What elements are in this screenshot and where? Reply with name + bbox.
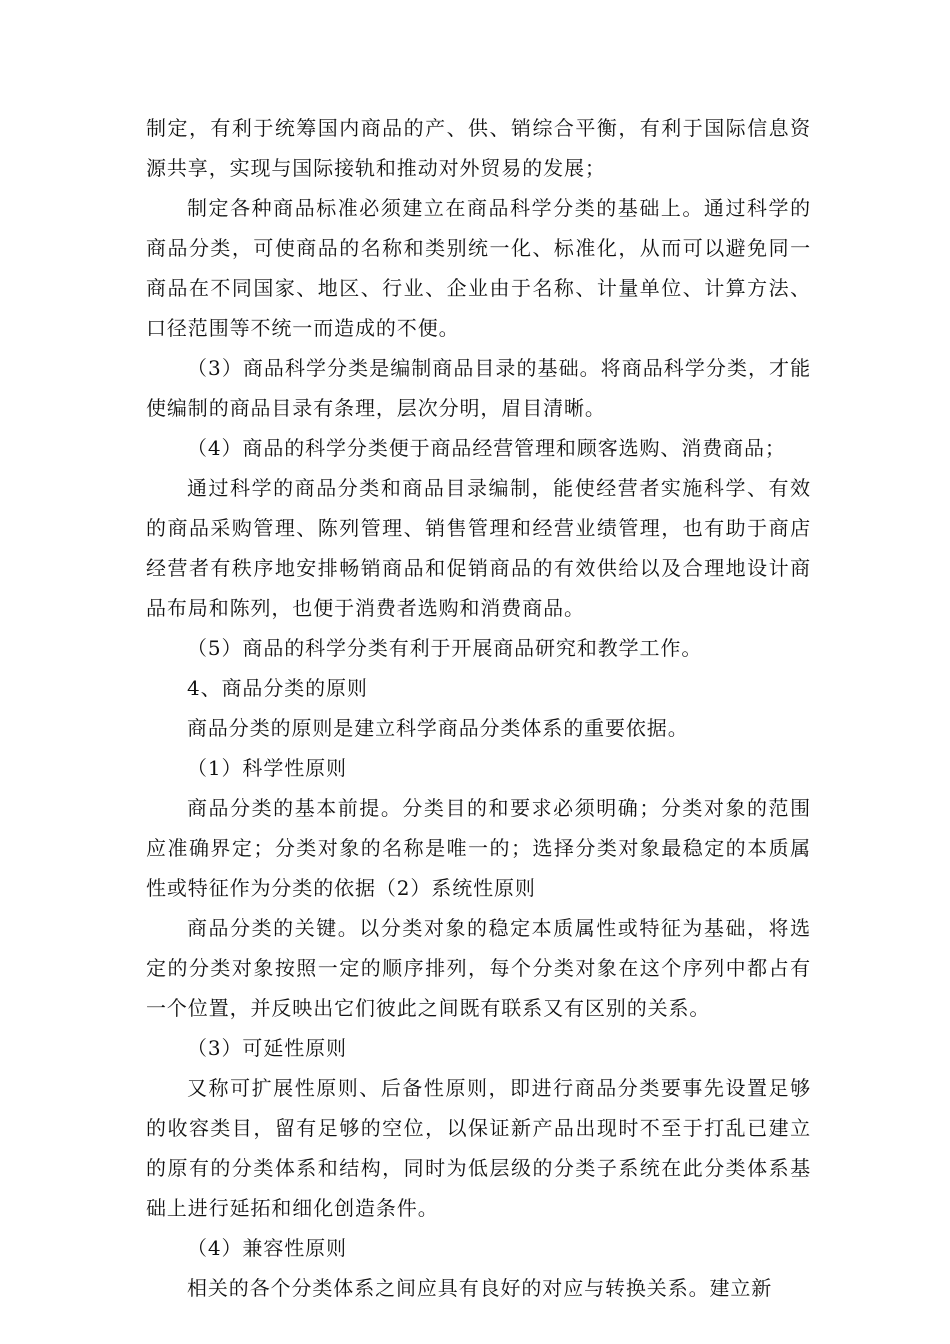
paragraph-item-5: （5）商品的科学分类有利于开展商品研究和教学工作。 — [187, 636, 703, 660]
subheading-extensible: （3）可延性原则 — [187, 1036, 347, 1060]
subheading-scientific: （1）科学性原则 — [187, 756, 347, 780]
section-heading-principles: 4、商品分类的原则 — [187, 676, 368, 700]
paragraph-management: 通过科学的商品分类和商品目录编制，能使经营者实施科学、有效的商品采购管理、陈列管理、销售管理和经营业绩管理，也有助于商店经营者有秩序地安排畅销商品和促销商品的有效供给以及合理地设计商品布局和陈列，也便于消费者选购和消费商品。 — [146, 476, 811, 620]
document-body — [146, 108, 811, 1308]
paragraph-continuation: 制定，有利于统筹国内商品的产、供、销综合平衡，有利于国际信息资源共享，实现与国际接轨和推动对外贸易的发展； — [146, 116, 811, 180]
paragraph-principles-intro: 商品分类的原则是建立科学商品分类体系的重要依据。 — [187, 716, 689, 740]
paragraph-systematic: 商品分类的关键。以分类对象的稳定本质属性或特征为基础，将选定的分类对象按照一定的顺序排列，每个分类对象在这个序列中都占有一个位置，并反映出它们彼此之间既有联系又有区别的关系。 — [146, 916, 811, 1020]
paragraph-item-4: （4）商品的科学分类便于商品经营管理和顾客选购、消费商品； — [187, 436, 786, 460]
paragraph-extensible: 又称可扩展性原则、后备性原则，即进行商品分类要事先设置足够的收容类目，留有足够的空位，以保证新产品出现时不至于打乱已建立的原有的分类体系和结构，同时为低层级的分类子系统在此分类体系基础上进行延拓和细化创造条件。 — [146, 1076, 811, 1220]
paragraph-item-3: （3）商品科学分类是编制商品目录的基础。将商品科学分类，才能使编制的商品目录有条理，层次分明，眉目清晰。 — [146, 356, 811, 420]
paragraph-scientific: 商品分类的基本前提。分类目的和要求必须明确；分类对象的范围应准确界定；分类对象的名称是唯一的；选择分类对象最稳定的本质属性或特征作为分类的依据（2）系统性原则 — [146, 796, 811, 900]
paragraph-standards: 制定各种商品标准必须建立在商品科学分类的基础上。通过科学的商品分类，可使商品的名称和类别统一化、标准化，从而可以避免同一商品在不同国家、地区、行业、企业由于名称、计量单位、计算方法、口径范围等不统一而造成的不便。 — [146, 196, 811, 340]
paragraph-compatible: 相关的各个分类体系之间应具有良好的对应与转换关系。建立新 — [187, 1276, 773, 1300]
subheading-compatible: （4）兼容性原则 — [187, 1236, 347, 1260]
